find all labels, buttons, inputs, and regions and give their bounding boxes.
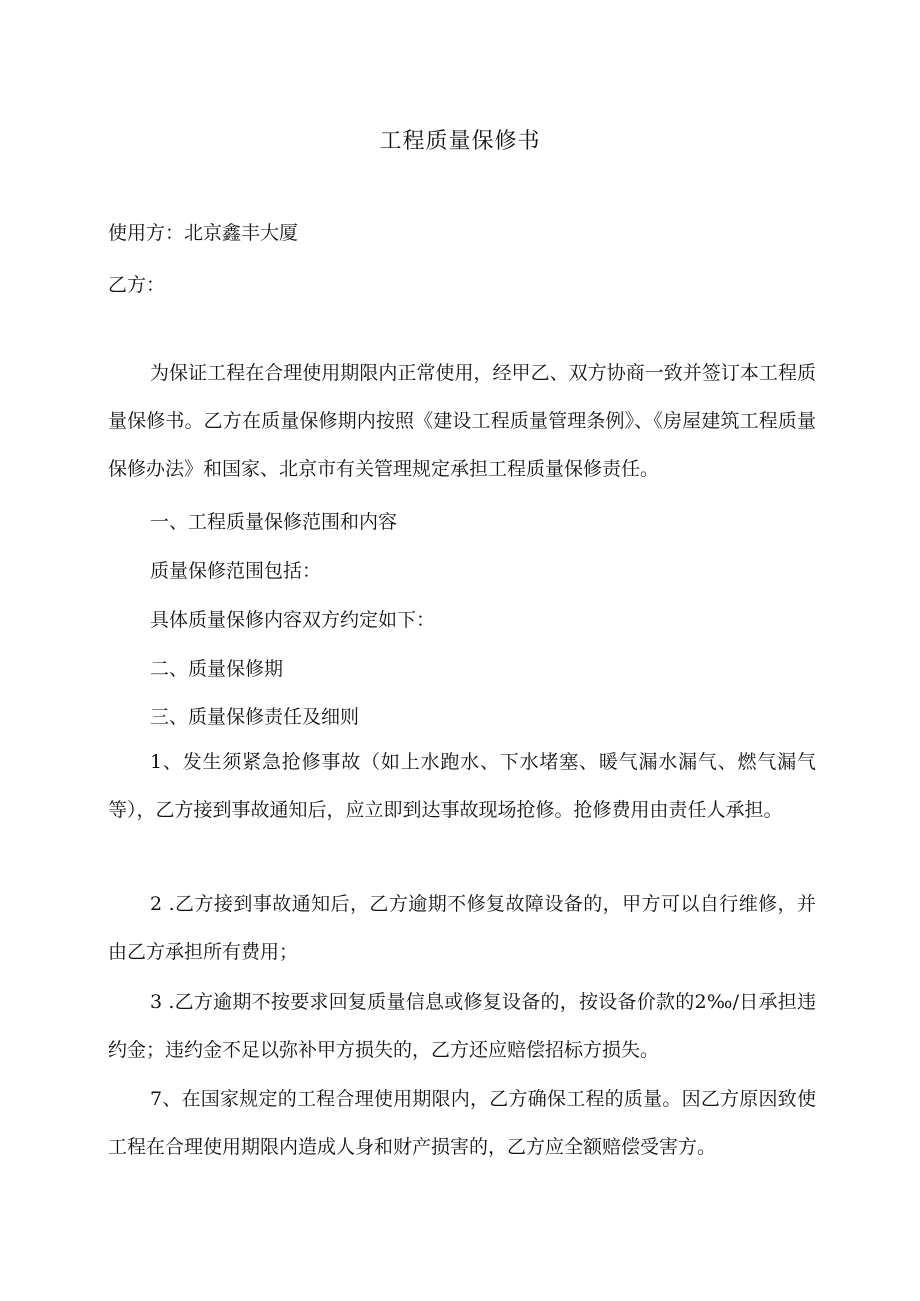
document-title: 工程质量保修书	[379, 129, 541, 154]
item-2-paragraph: 2 .乙方接到事故通知后，乙方逾期不修复故障设备的，甲方可以自行维修，并由乙方承担所有费用；	[108, 893, 816, 963]
section-1-heading: 一、工程质量保修范围和内容	[150, 511, 398, 533]
scope-label: 质量保修范围包括：	[150, 560, 322, 582]
content-label: 具体质量保修内容双方约定如下：	[150, 609, 436, 631]
item-7-paragraph: 7、在国家规定的工程合理使用期限内，乙方确保工程的质量。因乙方原因致使工程在合理使用期限内造成人身和财产损害的，乙方应全额赔偿受害方。	[108, 1088, 816, 1158]
intro-paragraph: 为保证工程在合理使用期限内正常使用，经甲乙、双方协商一致并签订本工程质量保修书。乙方在质量保修期内按照《建设工程质量管理条例》、《房屋建筑工程质量保修办法》和国家、北京市有关管理规定承担工程质量保修责任。	[108, 362, 816, 480]
party-b-line: 乙方：	[108, 274, 166, 296]
item-3-paragraph: 3 .乙方逾期不按要求回复质量信息或修复设备的，按设备价款的2‰/日承担违约金；违约金不足以弥补甲方损失的，乙方还应赔偿招标方损失。	[108, 991, 816, 1061]
section-3-heading: 三、质量保修责任及细则	[150, 706, 360, 728]
item-1-paragraph: 1、发生须紧急抢修事故（如上水跑水、下水堵塞、暖气漏水漏气、燃气漏气等），乙方接到事故通知后，应立即到达事故现场抢修。抢修费用由责任人承担。	[108, 751, 816, 821]
user-party-line: 使用方：北京鑫丰大厦	[108, 222, 299, 244]
section-2-heading: 二、质量保修期	[150, 658, 284, 680]
